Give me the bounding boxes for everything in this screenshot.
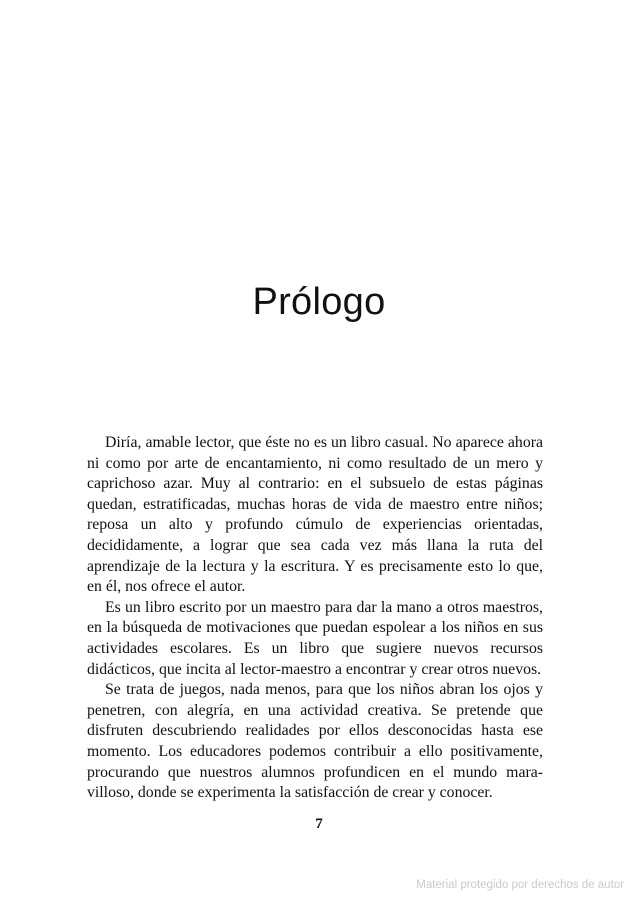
page-title: Prólogo	[252, 281, 386, 323]
page-number: 7	[315, 816, 323, 832]
paragraph: Se trata de juegos, nada menos, para que los niños abran los ojos y penetren, con alegría, en una actividad creativa. Se pretende que disfruten descubriendo realidades por ellos desconocidas hasta ese momento. Los educadores podemos contribuir a ello positivamente, procurando que nuestros alumnos profundicen en el mundo maravilloso, donde se experimenta la satisfacción de crear y conocer.	[87, 681, 543, 802]
body-text	[87, 433, 543, 804]
paragraph: Diría, amable lector, que éste no es un libro casual. No aparece ahora ni como por arte de encantamiento, ni como resultado de un mero y caprichoso azar. Muy al contrario: en el subsuelo de estas páginas quedan, estratificadas, muchas horas de vida de maestro entre niños; reposa un alto y profundo cúmulo de experiencias orientadas, decididamente, a lograr que sea cada vez más llana la ruta del aprendizaje de la lectura y la escritura. Y es precisamente esto lo que, en él, nos ofrece el autor.	[87, 434, 543, 596]
copyright-watermark: Material protegido por derechos de autor	[416, 879, 624, 891]
paragraph: Es un libro escrito por un maestro para dar la mano a otros maestros, en la búsqueda de motivaciones que puedan espolear a los niños en sus actividades escolares. Es un libro que sugiere nuevos recursos didácticos, que incita al lector-maestro a encontrar y crear otros nuevos.	[87, 598, 543, 678]
